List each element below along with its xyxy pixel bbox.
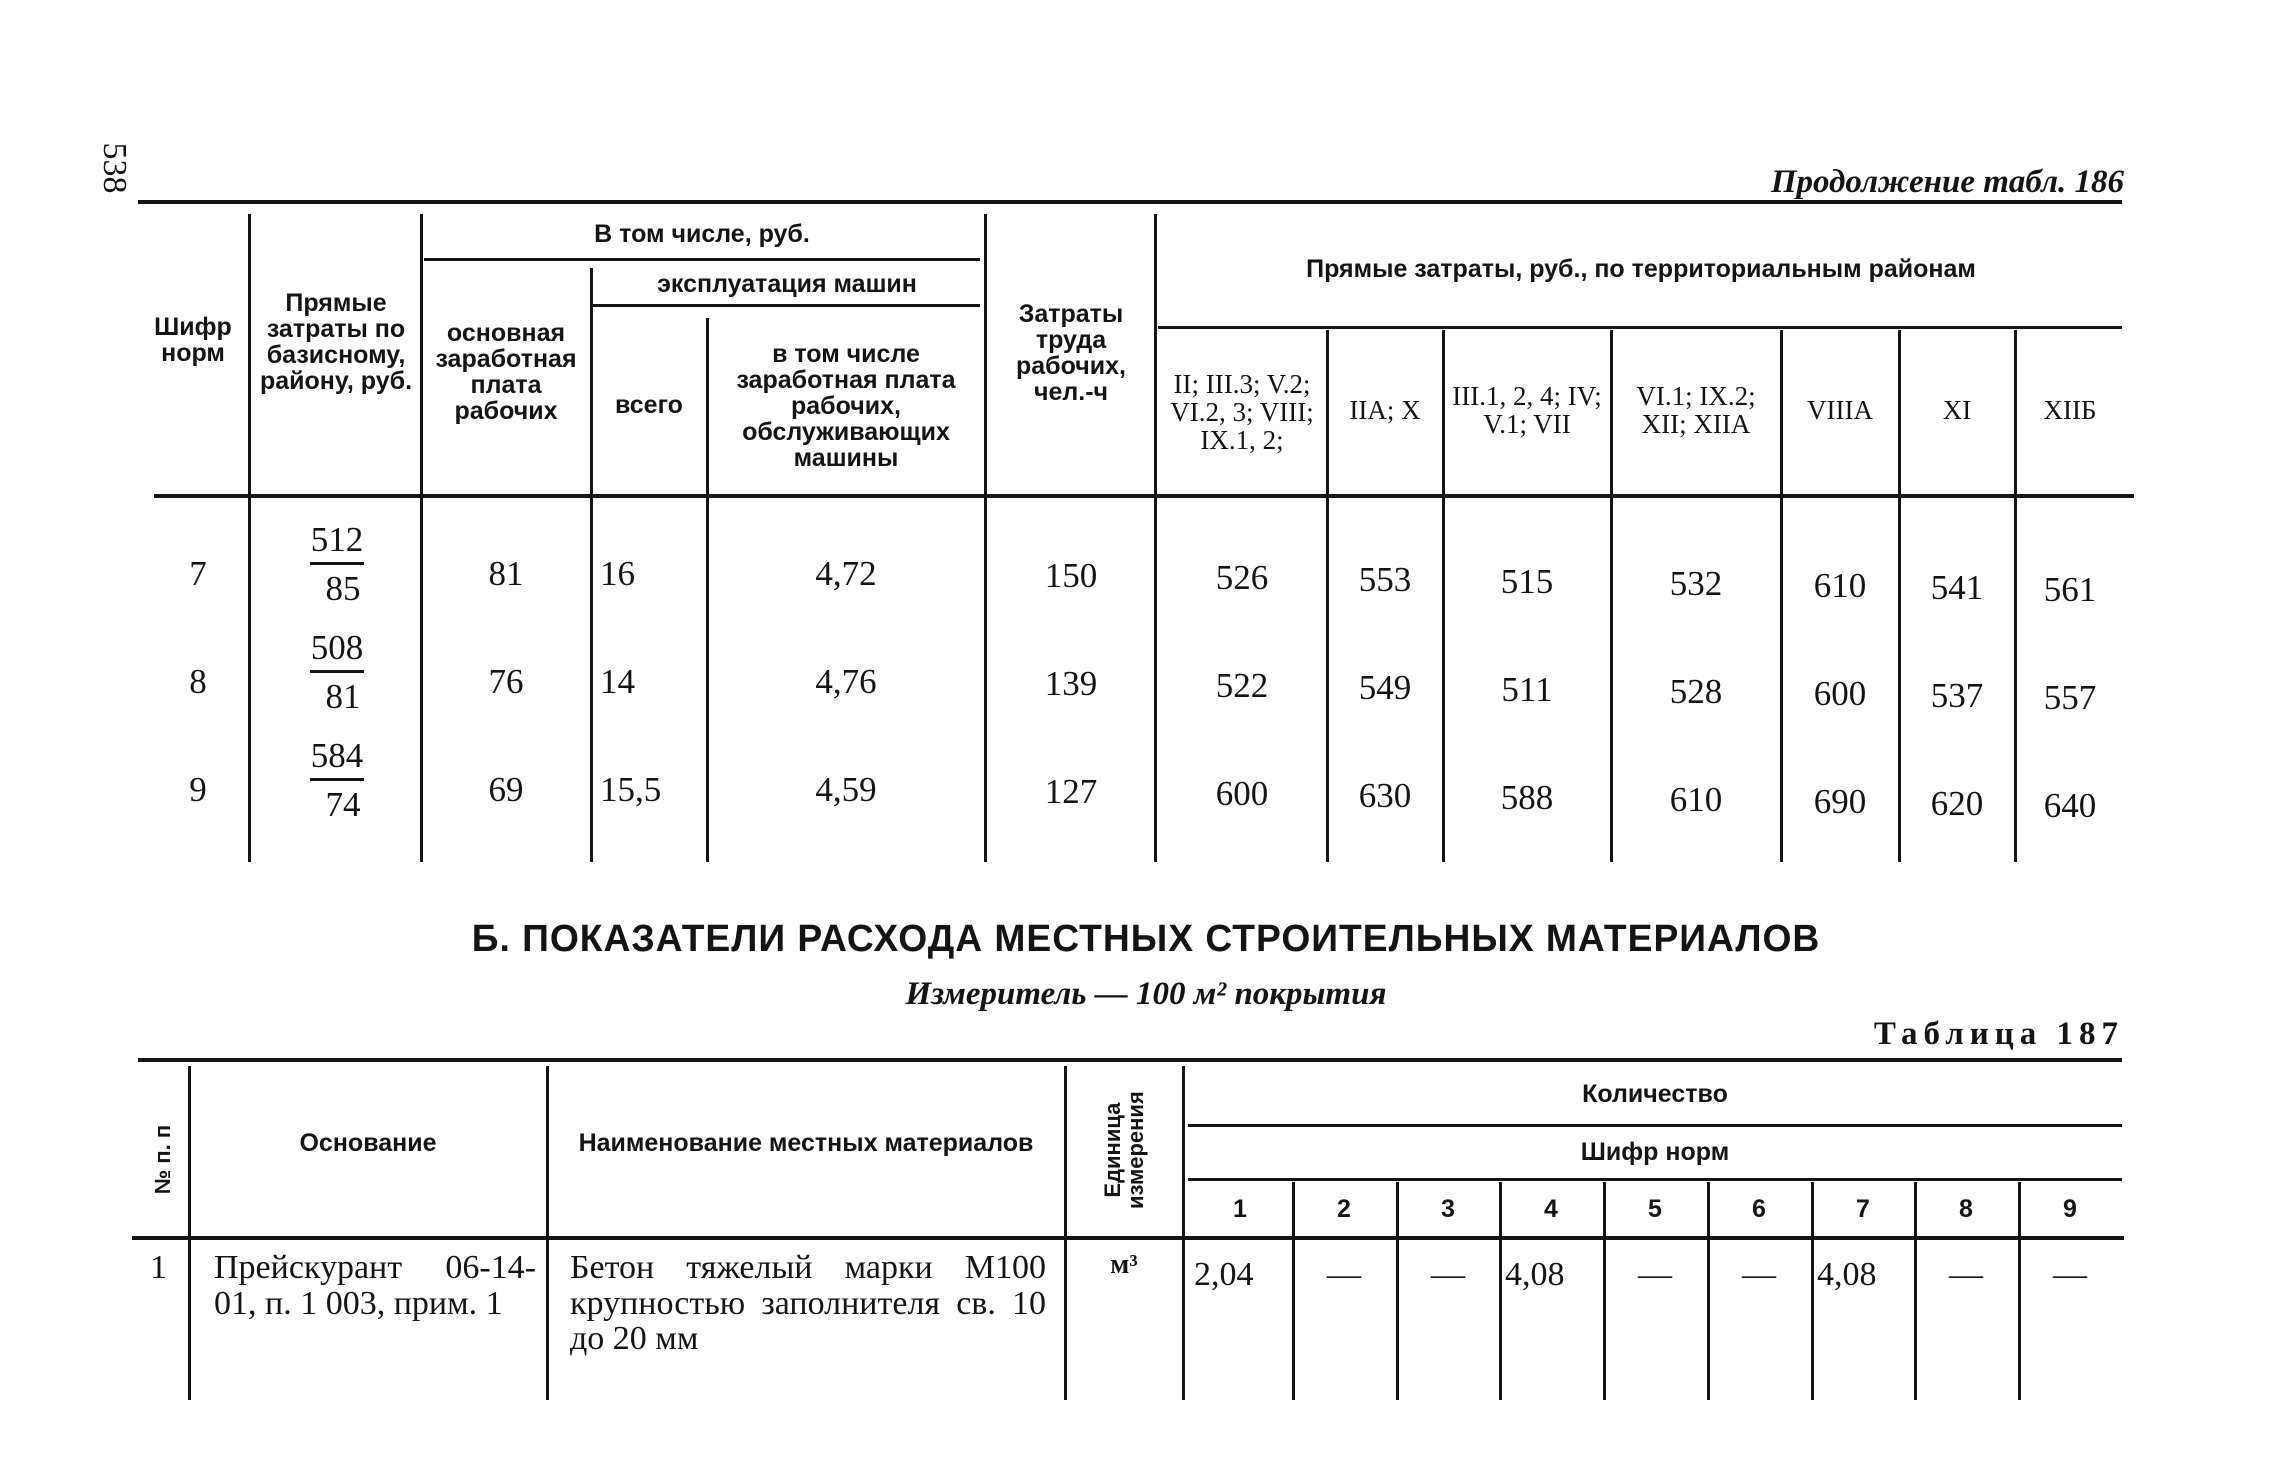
fraction-numerator: 512 xyxy=(310,520,364,559)
page-number: 538 xyxy=(95,142,133,194)
header-bottom-rule xyxy=(132,1236,2124,1240)
row-quantity-value: — xyxy=(1638,1256,1672,1294)
header-npp: № п. п xyxy=(150,1125,176,1195)
header-pryamye: Прямые затраты по базисному, району, руб. xyxy=(259,289,413,395)
header-region-6: XI xyxy=(1942,394,1972,425)
row-vsego: 16 xyxy=(600,553,635,593)
header-region-4: VI.1; IX.2; XII; XIIA xyxy=(1636,380,1756,439)
col-rule xyxy=(1064,1066,1067,1400)
rule-under-ekspluatatsiya xyxy=(590,304,980,307)
fraction-numerator: 584 xyxy=(310,736,364,775)
header-vsego: всего xyxy=(615,391,683,419)
row-naimenovanie: Бетон тяжелый марки М100 крупностью заполнителя св. 10 до 20 мм xyxy=(570,1249,1046,1358)
row-region-value: 610 xyxy=(1813,565,1867,605)
col-rule xyxy=(1898,330,1901,862)
row-shifr: 9 xyxy=(189,769,207,809)
row-edinitsa: м³ xyxy=(1110,1249,1138,1280)
row-osnovnaya: 76 xyxy=(488,661,524,701)
table-top-rule xyxy=(138,1058,2122,1062)
table-187-label: Таблица 187 xyxy=(1873,1016,2124,1052)
row-region-value: 537 xyxy=(1930,675,1984,715)
fraction-numerator: 508 xyxy=(310,628,364,667)
header-edinitsa-cell xyxy=(1068,1066,1180,1234)
row-region-value: 630 xyxy=(1358,775,1412,815)
row-vtch: 4,59 xyxy=(815,769,877,809)
row-pryamye-fraction xyxy=(292,520,382,609)
header-region-5: VIIIA xyxy=(1807,394,1873,425)
header-shifr-col: 8 xyxy=(1959,1195,1973,1223)
header-npp-cell xyxy=(140,1090,186,1230)
row-quantity-value: 2,04 xyxy=(1194,1256,1254,1294)
row-shifr: 8 xyxy=(189,661,207,701)
row-region-value: 640 xyxy=(2043,785,2097,825)
header-bottom-rule xyxy=(154,494,2134,498)
rule-under-shifr-norm xyxy=(1188,1178,2122,1181)
row-vsego: 15,5 xyxy=(600,769,662,809)
col-rule xyxy=(188,1066,191,1400)
fraction-bar xyxy=(310,778,364,781)
header-kolichestvo: Количество xyxy=(1582,1080,1728,1108)
rule-under-kolichestvo xyxy=(1188,1124,2122,1127)
fraction-denominator: 85 xyxy=(325,569,361,608)
col-rule xyxy=(1442,330,1445,862)
row-region-value: 553 xyxy=(1358,559,1412,599)
header-shifr-col: 6 xyxy=(1752,1195,1766,1223)
header-shifr-col: 9 xyxy=(2063,1195,2077,1223)
fraction-denominator: 81 xyxy=(325,677,361,716)
col-rule xyxy=(2014,330,2017,862)
header-ekspluatatsiya: эксплуатация машин xyxy=(657,270,917,298)
col-rule xyxy=(1326,330,1329,862)
header-shifr: Шифр норм xyxy=(154,313,232,367)
table-top-rule xyxy=(138,200,2122,204)
header-osnovnaya: основная заработная плата рабочих xyxy=(435,319,577,425)
table-continuation-label: Продолжение табл. 186 xyxy=(1770,164,2124,200)
row-quantity-value: — xyxy=(1949,1256,1983,1294)
row-zatraty-truda: 139 xyxy=(1044,663,1098,703)
col-rule xyxy=(1610,330,1613,862)
header-shifr-col: 3 xyxy=(1441,1195,1455,1223)
row-region-value: 600 xyxy=(1215,773,1269,813)
section-title: Б. ПОКАЗАТЕЛИ РАСХОДА МЕСТНЫХ СТРОИТЕЛЬНЫХ МАТЕРИАЛОВ xyxy=(471,918,1821,960)
row-vtch: 4,76 xyxy=(815,661,877,701)
col-rule xyxy=(248,214,251,862)
header-osnovanie: Основание xyxy=(299,1129,437,1157)
row-region-value: 515 xyxy=(1500,561,1554,601)
col-rule xyxy=(1154,214,1157,862)
header-edinitsa xyxy=(1101,1091,1147,1209)
row-region-value: 526 xyxy=(1215,557,1269,597)
row-quantity-value: 4,08 xyxy=(1817,1256,1877,1294)
row-osnovnaya: 69 xyxy=(488,769,524,809)
row-region-value: 690 xyxy=(1813,781,1867,821)
rule-under-v-tom-chisle xyxy=(424,258,980,261)
row-quantity-value: — xyxy=(2053,1256,2087,1294)
row-zatraty-truda: 150 xyxy=(1044,555,1098,595)
fraction-denominator: 74 xyxy=(325,785,361,824)
col-rule xyxy=(420,214,423,862)
header-v-tom-chisle-zarabotnaya: в том числе заработная плата рабочих, обслуживающих машины xyxy=(736,340,956,472)
row-region-value: 549 xyxy=(1358,667,1412,707)
row-quantity-value: — xyxy=(1742,1256,1776,1294)
row-npp: 1 xyxy=(150,1249,167,1286)
col-rule xyxy=(984,214,987,862)
row-zatraty-truda: 127 xyxy=(1044,771,1098,811)
col-rule xyxy=(1780,330,1783,862)
header-naimenovanie: Наименование местных материалов xyxy=(578,1129,1034,1157)
header-v-tom-chisle: В том числе, руб. xyxy=(594,220,810,248)
header-region-2: IIA; X xyxy=(1349,394,1421,425)
fraction-bar xyxy=(310,670,364,673)
row-region-value: 541 xyxy=(1930,567,1984,607)
col-rule xyxy=(706,318,709,862)
col-rule xyxy=(546,1066,549,1400)
header-edinitsa-line1: Единица xyxy=(1099,1102,1125,1198)
header-region-3: III.1, 2, 4; IV; V.1; VII xyxy=(1452,380,1602,439)
row-vtch: 4,72 xyxy=(815,553,877,593)
row-region-value: 511 xyxy=(1501,669,1553,709)
row-region-value: 557 xyxy=(2043,677,2097,717)
header-shifr-col: 5 xyxy=(1648,1195,1662,1223)
col-rule xyxy=(1182,1066,1185,1400)
row-region-value: 561 xyxy=(2043,569,2097,609)
header-zatraty-truda: Затраты труда рабочих, чел.-ч xyxy=(1016,300,1126,406)
header-shifr-col: 4 xyxy=(1544,1195,1558,1223)
col-rule xyxy=(590,268,593,862)
header-edinitsa-line2: измерения xyxy=(1123,1091,1148,1209)
row-region-value: 620 xyxy=(1930,783,1984,823)
row-quantity-value: 4,08 xyxy=(1505,1256,1565,1294)
row-quantity-value: — xyxy=(1327,1256,1361,1294)
header-region-7: XIIБ xyxy=(2043,394,2097,425)
row-region-value: 532 xyxy=(1669,563,1723,603)
header-shifr-col: 1 xyxy=(1233,1195,1247,1223)
header-shifr-col: 2 xyxy=(1337,1195,1351,1223)
row-vsego: 14 xyxy=(600,661,635,701)
row-pryamye-fraction xyxy=(292,628,382,717)
row-region-value: 600 xyxy=(1813,673,1867,713)
rule-under-rayonam xyxy=(1158,326,2122,329)
header-region-1: II; III.3; V.2; VI.2, 3; VIII; IX.1, 2; xyxy=(1170,368,1314,456)
header-shifr-norm: Шифр норм xyxy=(1580,1138,1730,1166)
row-shifr: 7 xyxy=(189,553,207,593)
row-osnovanie: Прейскурант 06-14-01, п. 1 003, прим. 1 xyxy=(214,1249,536,1322)
header-shifr-col: 7 xyxy=(1856,1195,1870,1223)
section-subtitle: Измеритель — 100 м² покрытия xyxy=(905,976,1387,1012)
row-region-value: 610 xyxy=(1669,779,1723,819)
row-region-value: 528 xyxy=(1669,671,1723,711)
row-region-value: 588 xyxy=(1500,777,1554,817)
fraction-bar xyxy=(310,562,364,565)
row-pryamye-fraction xyxy=(292,736,382,825)
row-region-value: 522 xyxy=(1215,665,1269,705)
header-po-rayonam: Прямые затраты, руб., по территориальным районам xyxy=(1306,255,1976,283)
row-quantity-value: — xyxy=(1431,1256,1465,1294)
row-osnovnaya: 81 xyxy=(488,553,524,593)
